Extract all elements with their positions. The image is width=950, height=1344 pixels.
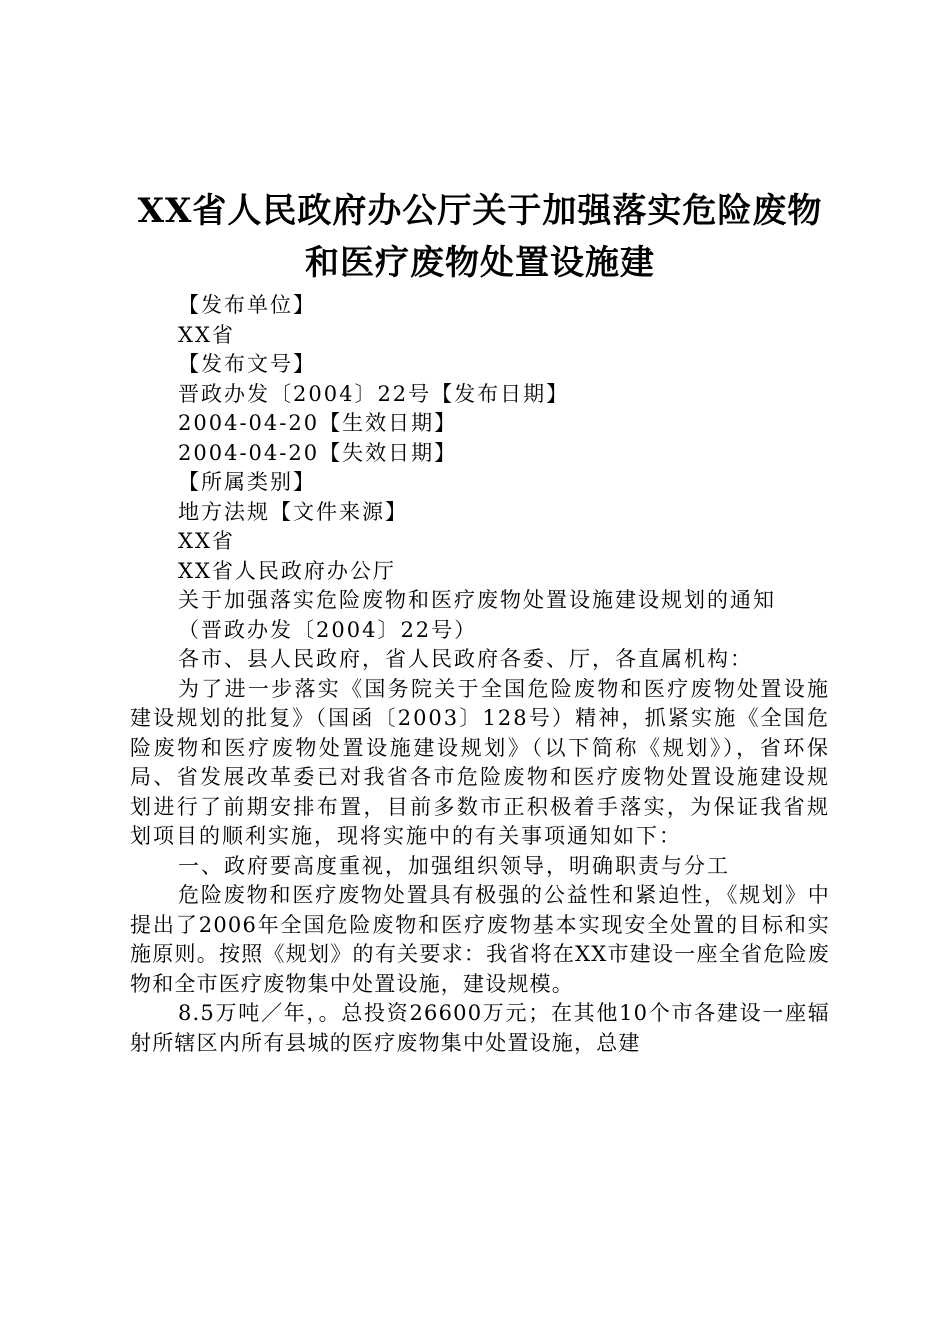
- meta-publisher-label: 【发布单位】: [178, 293, 316, 317]
- meta-publisher-value: XX省: [178, 322, 235, 347]
- meta-doc-number-value: 晋政办发〔2004〕22号【发布日期】: [178, 381, 570, 406]
- notice-number-paragraph: （晋政办发〔2004〕22号）: [178, 617, 478, 642]
- title-line-1: XX省人民政府办公厅关于加强落实危险废物: [137, 191, 823, 231]
- intro-paragraph: 为了进一步落实《国务院关于全国危险废物和医疗废物处置设施建设规划的批复》（国函〔2003〕128号）精神，抓紧实施《全国危险废物和医疗废物处置设施建设规划》（以下简称《规划》），省环保局、省发展改革委已对我省各市危险废物和医疗废物处置设施建设规划进行了前期安排布置，目前多数市正积极着手落实，为保证我省规划项目的顺利实施，现将实施中的有关事项通知如下：: [130, 676, 830, 848]
- meta-source-value: XX省: [178, 529, 235, 553]
- title-line-2: 和医疗废物处置设施建: [305, 243, 655, 283]
- scale-paragraph: 8.5万吨／年，。总投资26600万元；在其他10个市各建设一座辐射所辖区内所有县城的医疗废物集中处置设施，总建: [130, 1001, 830, 1055]
- document-body: [130, 291, 830, 1058]
- section-one-paragraph: 危险废物和医疗废物处置具有极强的公益性和紧迫性，《规划》中提出了2006年全国危险废物和医疗废物基本实现安全处置的目标和实施原则。按照《规划》的有关要求：我省将在XX市建设一座全省危险废物和全市医疗废物集中处置设施，建设规模。: [130, 883, 830, 996]
- document-title: [130, 185, 830, 289]
- addressee-paragraph: 各市、县人民政府，省人民政府各委、厅，各直属机构：: [178, 647, 753, 671]
- meta-issuing-office: XX省人民政府办公厅: [178, 558, 396, 583]
- meta-category-label: 【所属类别】: [178, 470, 316, 494]
- notice-title-paragraph: 关于加强落实危险废物和医疗废物处置设施建设规划的通知: [178, 588, 776, 612]
- meta-effective-date: 2004-04-20【失效日期】: [178, 440, 458, 465]
- section-one-heading: 一、政府要高度重视，加强组织领导，明确职责与分工: [178, 853, 730, 878]
- meta-doc-number-label: 【发布文号】: [178, 352, 316, 376]
- meta-category-value: 地方法规【文件来源】: [178, 499, 408, 524]
- document-page: [130, 185, 830, 1058]
- meta-publish-date: 2004-04-20【生效日期】: [178, 411, 458, 435]
